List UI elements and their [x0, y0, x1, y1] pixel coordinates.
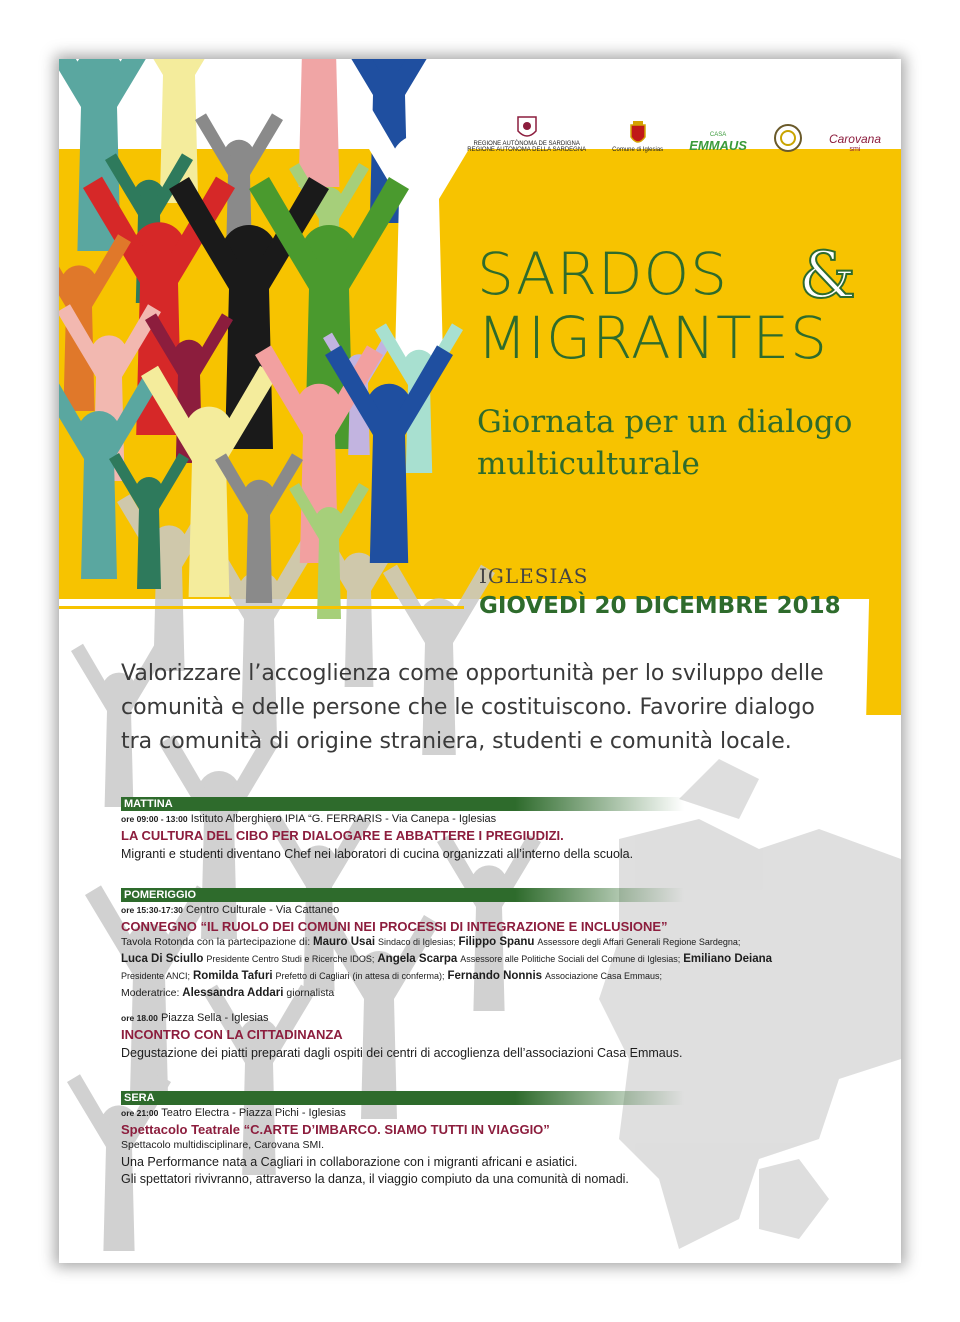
incontro-time-line — [121, 1012, 841, 1024]
pomeriggio-label: POMERIGGIO — [121, 888, 684, 902]
sera-desc-2: Gli spettatori rivivranno, attraverso la danza, il viaggio compiuto da una comunità di nomadi. — [121, 1172, 629, 1186]
regione-logo — [467, 115, 586, 153]
casa-emmaus-logo — [689, 132, 747, 153]
panelist-4-name: Angela Scarpa — [377, 953, 458, 965]
page-title — [477, 242, 828, 370]
panelist-2-role: Assessore degli Affari Generali Regione Sardegna; — [537, 937, 741, 947]
pomeriggio-place: Centro Culturale - Via Cattaneo — [185, 904, 340, 916]
intro-line-2: comunità e delle persone che le costituiscono. Favorire dialogo — [121, 695, 815, 720]
pomeriggio-time-line — [121, 904, 841, 916]
subtitle — [477, 401, 852, 485]
sera-place: Teatro Electra - Piazza Pichi - Iglesias — [161, 1107, 346, 1119]
city: IGLESIAS — [479, 564, 589, 588]
panel-intro: Tavola Rotonda con la partecipazione di: — [121, 936, 311, 948]
moderator-name: Alessandra Addari — [182, 987, 284, 999]
panelist-4-role: Assessore alle Politiche Sociali del Comune di Iglesias; — [460, 954, 681, 964]
incontro-time: ore 18.00 — [121, 1013, 158, 1023]
pomeriggio-time: ore 15:30-17:30 — [121, 905, 183, 915]
panel-line-3 — [121, 968, 841, 985]
regione-emblem-icon — [516, 115, 538, 141]
panelist-1-role: Sindaco di Iglesias; — [377, 937, 456, 947]
panelist-7-name: Fernando Nonnis — [447, 970, 543, 982]
intro-text — [121, 657, 841, 759]
moderator-line — [121, 985, 841, 1002]
mattina-time: ore 09:00 - 13:00 — [121, 814, 188, 824]
panelist-1-name: Mauro Usai — [313, 936, 376, 948]
panelist-6-role: Prefetto di Cagliari — [275, 971, 350, 981]
comune-logo — [612, 121, 663, 153]
emmaus-label: EMMAUS — [689, 138, 747, 153]
casa-label: CASA — [709, 132, 727, 138]
mattina-place: Istituto Alberghiero IPIA “G. FERRARIS - Via Canepa - Iglesias — [190, 813, 497, 825]
title-line-2: MIGRANTES — [477, 304, 828, 372]
panelist-5-role: Presidente ANCI; — [121, 971, 191, 981]
panelist-5-name: Emiliano Deiana — [683, 953, 773, 965]
seal-icon — [773, 123, 803, 153]
moderator-role: giornalista — [286, 987, 335, 999]
sera-time: ore 21:00 — [121, 1108, 159, 1118]
mattina-desc: Migranti e studenti diventano Chef nei laboratori di cucina organizzati all’interno della scuola. — [121, 847, 634, 861]
pomeriggio-event: CONVEGNO “IL RUOLO DEI COMUNI NEI PROCESSI DI INTEGRAZIONE E INCLUSIONE” — [121, 919, 668, 934]
incontro-event: INCONTRO CON LA CITTADINANZA — [121, 1027, 343, 1042]
panelist-6-note: (in attesa di conferma); — [352, 971, 445, 981]
mattina-label: MATTINA — [121, 797, 684, 811]
subtitle-line-2: multiculturale — [477, 446, 700, 482]
carovana-label: Carovana — [828, 132, 881, 146]
sera-label: SERA — [121, 1091, 684, 1105]
panel-line-2 — [121, 951, 841, 968]
intro-line-1: Valorizzare l’accoglienza come opportunità per lo sviluppo delle — [121, 661, 824, 686]
carovana-logo — [829, 132, 881, 153]
moderator-label: Moderatrice: — [121, 987, 180, 999]
section-pomeriggio — [121, 888, 841, 1062]
incontro-desc: Degustazione dei piatti preparati dagli ospiti dei centri di accoglienza dell’associazioni Casa Emmaus. — [121, 1046, 683, 1060]
sera-sub: Spettacolo multidisciplinare, Carovana SMI. — [121, 1139, 325, 1151]
subtitle-line-1: Giornata per un dialogo — [477, 404, 853, 440]
panelist-7-role: Associazione Casa Emmaus; — [544, 971, 663, 981]
poster — [59, 59, 901, 1263]
section-mattina — [121, 797, 841, 863]
title-line-1: SARDOS — [477, 240, 728, 308]
seal-logo — [773, 123, 803, 153]
mattina-event: LA CULTURA DEL CIBO PER DIALOGARE E ABBATTERE I PREGIUDIZI. — [121, 828, 564, 843]
incontro-place: Piazza Sella - Iglesias — [160, 1012, 269, 1024]
panelist-2-name: Filippo Spanu — [458, 936, 535, 948]
event-date: GIOVEDÌ 20 DICEMBRE 2018 — [479, 593, 841, 619]
sera-desc-1: Una Performance nata a Cagliari in collaborazione con i migranti africani e asiatici. — [121, 1155, 578, 1169]
mattina-time-line — [121, 813, 841, 825]
regione-line-2: REGIONE AUTONOMA DELLA SARDEGNA — [467, 147, 587, 153]
intro-line-3: tra comunità di origine straniera, studenti e comunità locale. — [121, 729, 792, 754]
panelist-6-name: Romilda Tafuri — [192, 970, 273, 982]
divider-line — [59, 606, 464, 609]
regione-line-1: REGIONE AUTÒNOMA DE SARDIGNA — [473, 141, 580, 147]
title-ampersand: & — [799, 239, 856, 313]
smi-label: smi — [849, 146, 861, 153]
panel-line-1 — [121, 934, 841, 951]
sera-event: Spettacolo Teatrale “C.ARTE D’IMBARCO. SIAMO TUTTI IN VIAGGIO” — [121, 1122, 550, 1137]
comune-crest-icon — [629, 121, 647, 147]
section-sera — [121, 1091, 841, 1188]
partner-logos — [467, 93, 881, 153]
panelist-3-role: Presidente Centro Studi e Ricerche IDOS; — [206, 954, 375, 964]
sera-time-line — [121, 1107, 841, 1119]
panelist-3-name: Luca Di Sciullo — [121, 953, 204, 965]
comune-label: Comune di Iglesias — [612, 147, 664, 153]
